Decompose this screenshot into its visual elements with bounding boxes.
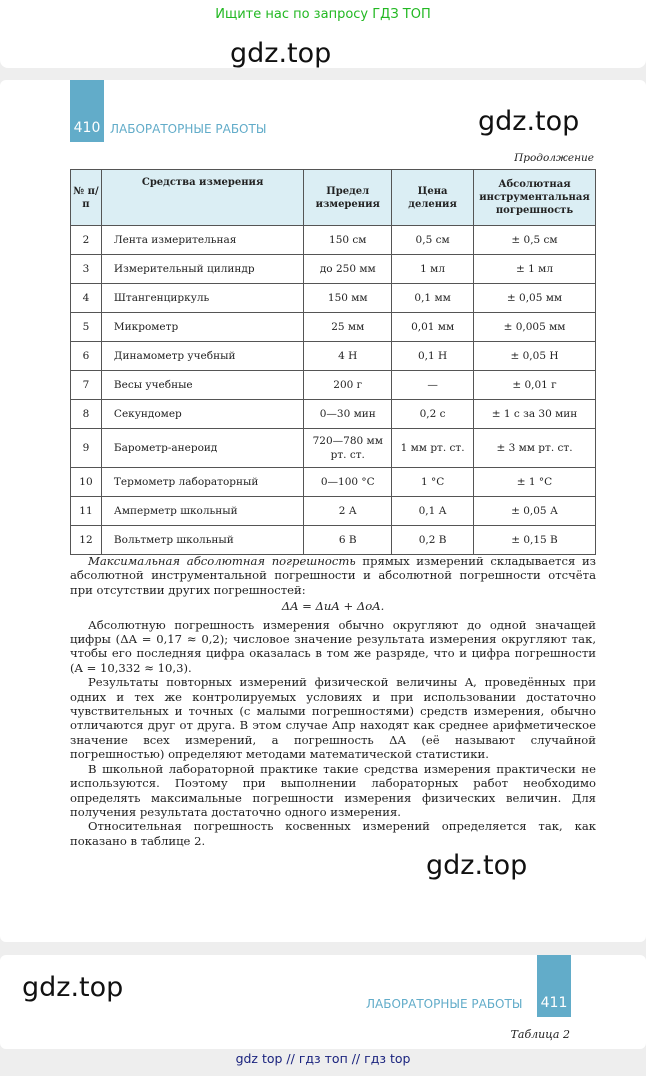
header-range: Предел измерения [304, 170, 392, 226]
cell-number: 9 [71, 429, 102, 468]
table-row [71, 226, 596, 255]
cell-tool: Термометр лабораторный [101, 468, 303, 497]
cell-number: 5 [71, 313, 102, 342]
cell-error: ± 0,15 В [474, 526, 596, 555]
cell-range: 150 см [304, 226, 392, 255]
cell-division: — [392, 371, 474, 400]
watermark: gdz.top [426, 850, 528, 881]
cell-range: 4 Н [304, 342, 392, 371]
cell-number: 6 [71, 342, 102, 371]
cell-division: 0,1 мм [392, 284, 474, 313]
cell-error: ± 0,05 А [474, 497, 596, 526]
watermark: gdz.top [478, 106, 580, 137]
cell-range: 6 В [304, 526, 392, 555]
cell-tool: Микрометр [101, 313, 303, 342]
section-title: ЛАБОРАТОРНЫЕ РАБОТЫ [110, 122, 267, 136]
cell-number: 11 [71, 497, 102, 526]
header-tool: Средства измерения [101, 170, 303, 226]
header-division: Цена деления [392, 170, 474, 226]
cell-range: 25 мм [304, 313, 392, 342]
cell-tool: Динамометр учебный [101, 342, 303, 371]
paragraph-repeated-measurements: Результаты повторных измерений физической величины A, проведённых при одних и тех же контролируемых условиях и при использовании достаточно чувствительных и точных (с малыми погрешностями) средств измерения, обычно отличаются друг от друга. В этом случае Aпр находят как среднее арифметическое значение всех измерений, а погрешность ΔA (её называют случайной погрешностью) определяют методами математической статистики. [70, 675, 596, 762]
term-max-absolute-error: Максимальная абсолютная погрешность [88, 554, 356, 568]
cell-error: ± 0,005 мм [474, 313, 596, 342]
cell-range: 150 мм [304, 284, 392, 313]
cell-error: ± 3 мм рт. ст. [474, 429, 596, 468]
cell-number: 8 [71, 400, 102, 429]
cell-tool: Вольтметр школьный [101, 526, 303, 555]
page-number-badge: 411 [537, 955, 571, 1017]
continued-label: Продолжение [514, 152, 594, 164]
body-text [70, 554, 596, 848]
table-caption: Таблица 2 [510, 1028, 570, 1041]
cell-division: 0,2 с [392, 400, 474, 429]
table-row [71, 468, 596, 497]
paragraph-relative-error: Относительная погрешность косвенных измерений определяется так, как показано в таблице 2. [70, 819, 596, 848]
cell-division: 1 мм рт. ст. [392, 429, 474, 468]
cell-tool: Измерительный цилиндр [101, 255, 303, 284]
table-row [71, 400, 596, 429]
header-error: Абсолютная инструментальная погрешность [474, 170, 596, 226]
paragraph-max-error [70, 554, 596, 597]
cell-division: 0,1 Н [392, 342, 474, 371]
paragraph-rounding: Абсолютную погрешность измерения обычно округляют до одной значащей цифры (ΔA = 0,17 ≈ 0,2); числовое значение результата измерения округляют так, чтобы его последняя цифра оказалась в том же разряде, что и цифра погрешности (A = 10,332 ≈ 10,3). [70, 617, 596, 675]
cell-error: ± 1 °С [474, 468, 596, 497]
table-row [71, 342, 596, 371]
cell-division: 0,01 мм [392, 313, 474, 342]
table-row [71, 255, 596, 284]
cell-number: 3 [71, 255, 102, 284]
table-row [71, 497, 596, 526]
cell-tool: Штангенциркуль [101, 284, 303, 313]
cell-range: 0—100 °С [304, 468, 392, 497]
table-row [71, 371, 596, 400]
table-row [71, 429, 596, 468]
cell-number: 12 [71, 526, 102, 555]
table-header-row [71, 170, 596, 226]
header-number: № п/п [71, 170, 102, 226]
paragraph-text: прямых измерений складывается из абсолютной инструментальной погрешности и абсолютной погрешности отсчёта при отсутствии других погрешностей: [70, 554, 596, 597]
cell-range: 0—30 мин [304, 400, 392, 429]
cell-error: ± 0,5 см [474, 226, 596, 255]
cell-division: 1 °С [392, 468, 474, 497]
paragraph-school-practice: В школьной лабораторной практике такие средства измерения практически не используются. Поэтому при выполнении лабораторных работ необходимо определять максимальные погрешности измерения физических величин. Для получения результата достаточно одного измерения. [70, 761, 596, 819]
cell-division: 0,5 см [392, 226, 474, 255]
cell-error: ± 0,05 Н [474, 342, 596, 371]
cell-division: 1 мл [392, 255, 474, 284]
table-row [71, 284, 596, 313]
section-title: ЛАБОРАТОРНЫЕ РАБОТЫ [366, 997, 523, 1011]
cell-error: ± 1 с за 30 мин [474, 400, 596, 429]
cell-range: 200 г [304, 371, 392, 400]
cell-tool: Лента измерительная [101, 226, 303, 255]
cell-range: 720—780 мм рт. ст. [304, 429, 392, 468]
cell-error: ± 0,01 г [474, 371, 596, 400]
watermark: gdz.top [22, 972, 124, 1003]
cell-error: ± 1 мл [474, 255, 596, 284]
table-row [71, 526, 596, 555]
cell-division: 0,1 А [392, 497, 474, 526]
cell-range: 2 А [304, 497, 392, 526]
cell-number: 7 [71, 371, 102, 400]
cell-division: 0,2 В [392, 526, 474, 555]
formula: ΔA = ΔиA + ΔоA. [281, 599, 385, 614]
cell-number: 2 [71, 226, 102, 255]
cell-tool: Барометр-анероид [101, 429, 303, 468]
measurement-tools-table [70, 169, 596, 555]
page-number-badge: 410 [70, 80, 104, 142]
footer-links[interactable]: gdz top // гдз топ // гдз top [235, 1051, 411, 1066]
cell-error: ± 0,05 мм [474, 284, 596, 313]
top-banner-link[interactable]: Ищите нас по запросу ГДЗ ТОП [215, 7, 431, 22]
cell-tool: Весы учебные [101, 371, 303, 400]
cell-tool: Амперметр школьный [101, 497, 303, 526]
cell-tool: Секундомер [101, 400, 303, 429]
cell-range: до 250 мм [304, 255, 392, 284]
cell-number: 10 [71, 468, 102, 497]
cell-number: 4 [71, 284, 102, 313]
table-row [71, 313, 596, 342]
watermark: gdz.top [230, 38, 332, 69]
